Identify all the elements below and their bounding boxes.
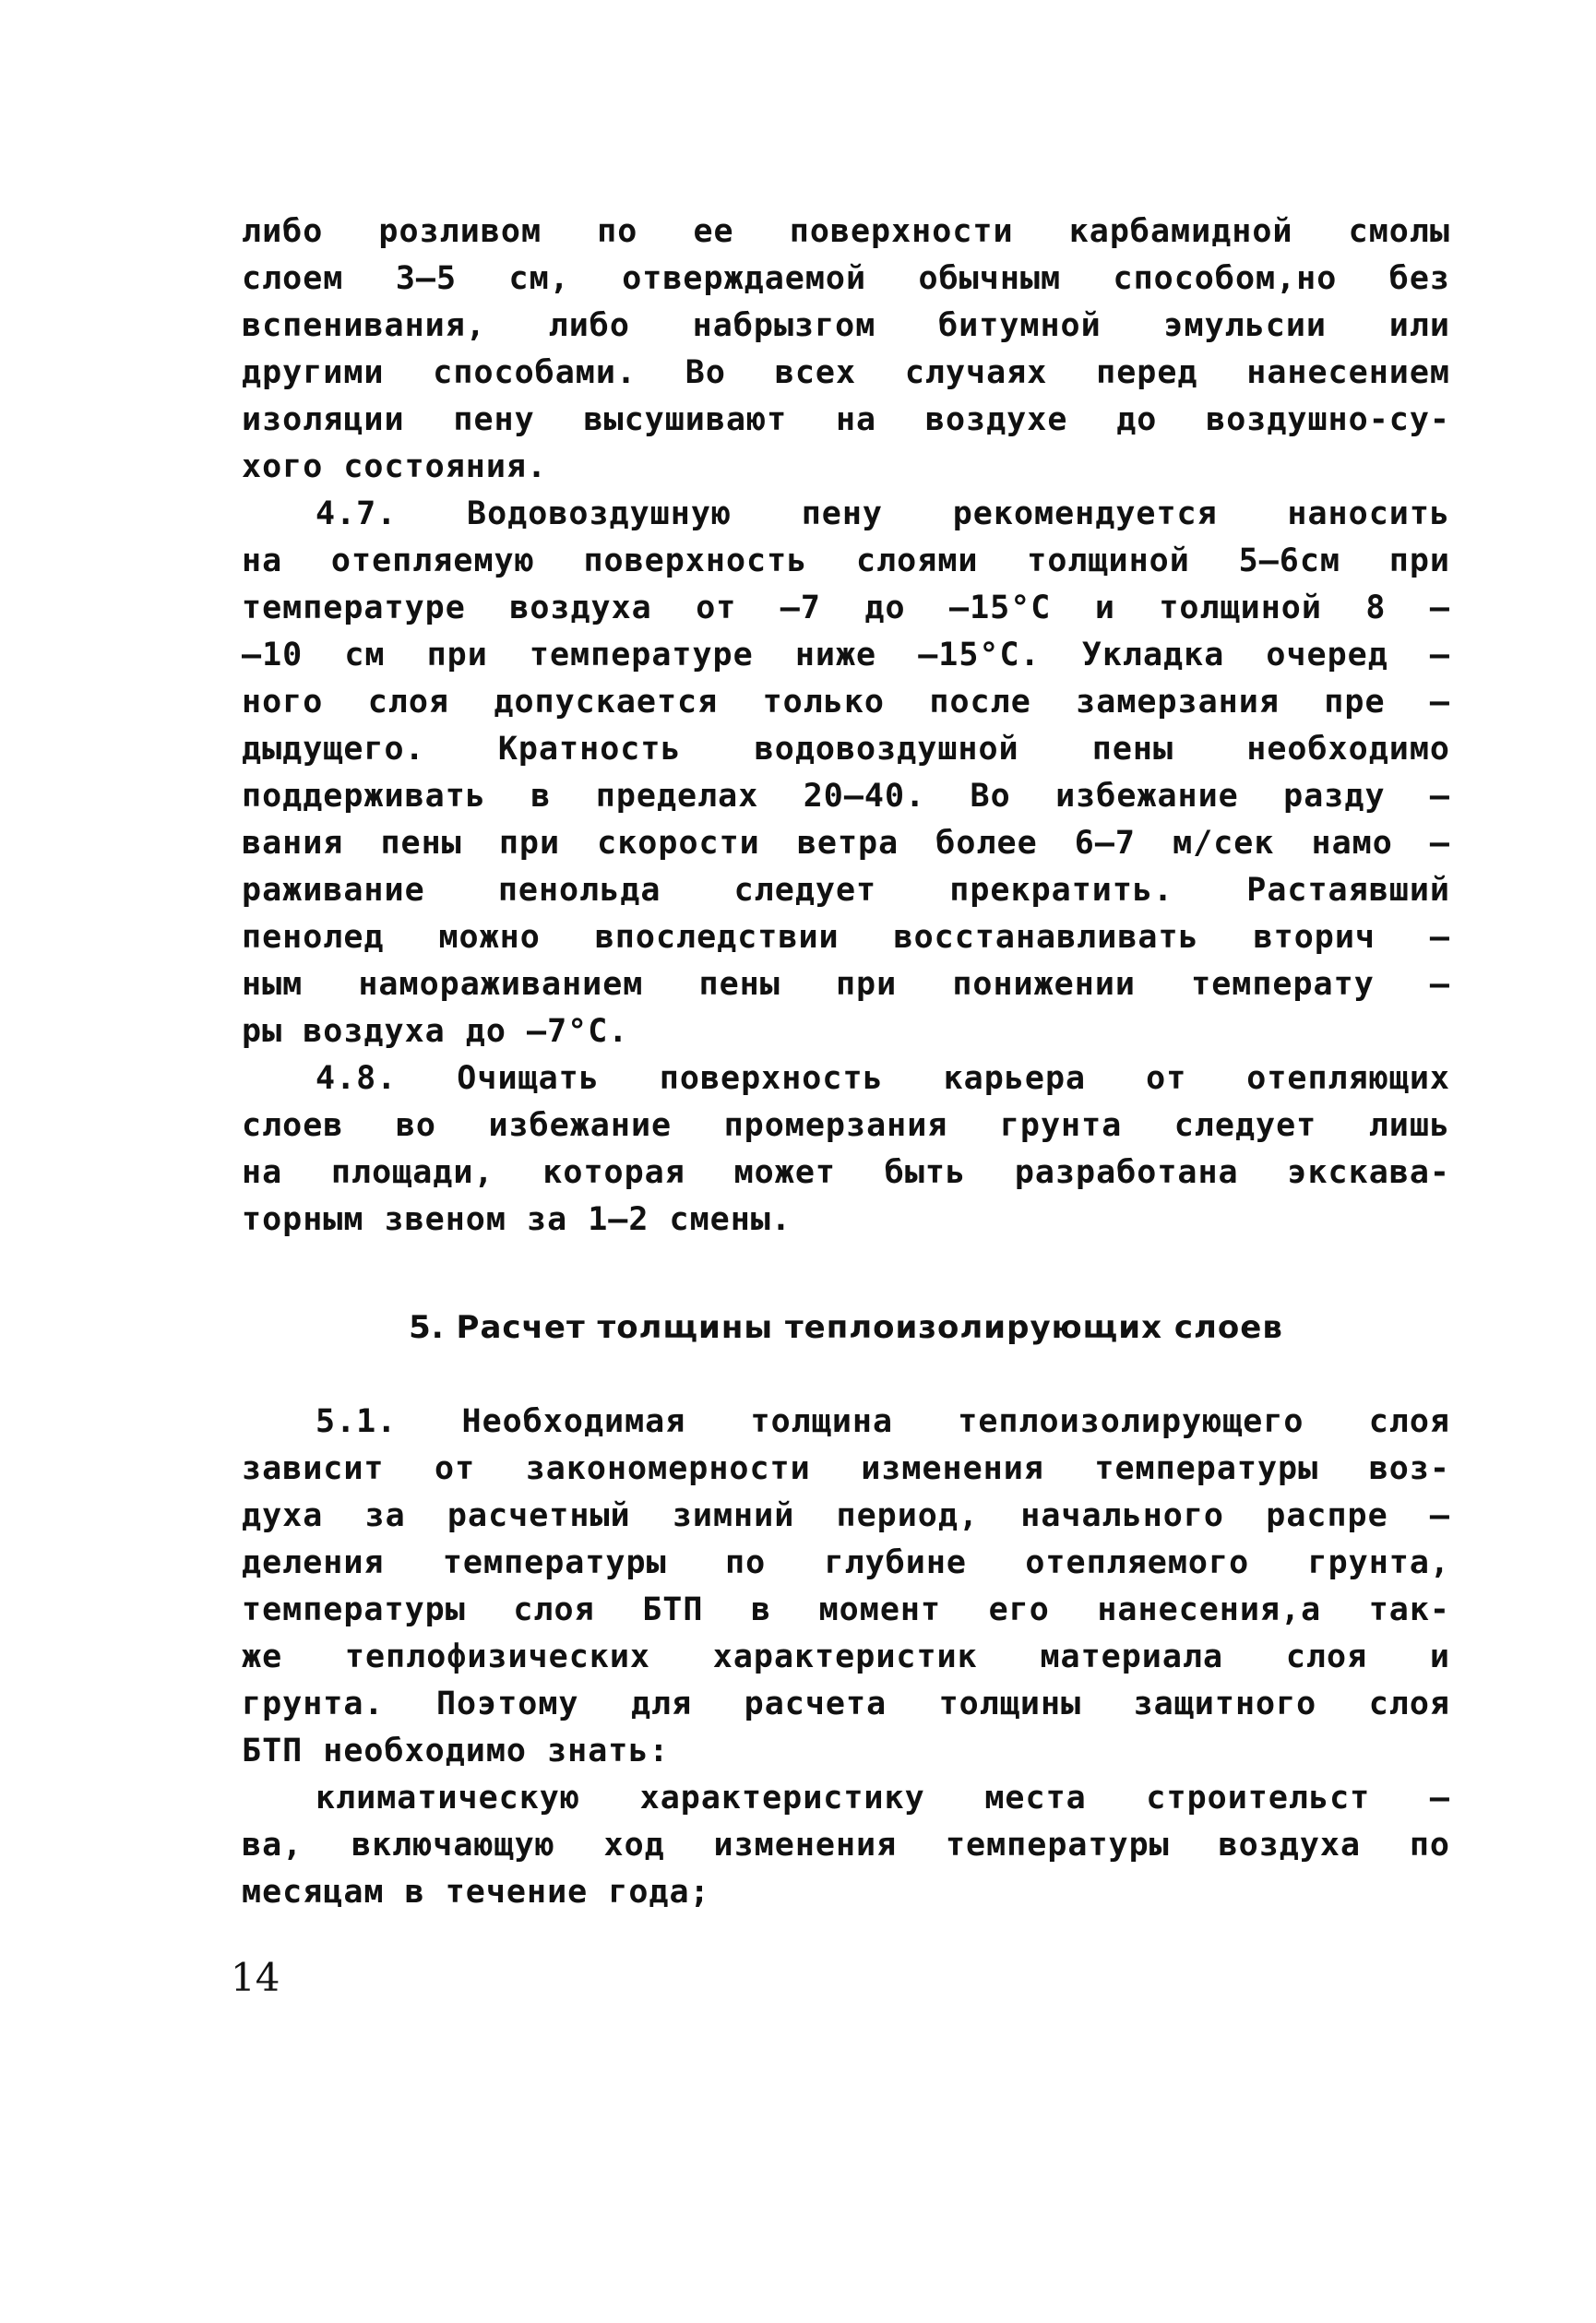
paragraph-5-1: [242, 1399, 1450, 1775]
text-line: 4.8. Очищать поверхность карьера от отепляющих: [316, 1060, 1450, 1097]
section-heading: 5. Расчет толщины теплоизолирующих слоев: [409, 1309, 1283, 1346]
text-line: на отепляемую поверхность слоями толщиной 5–6см при: [242, 542, 1450, 579]
text-line: зависит от закономерности изменения температуры воз-: [242, 1450, 1450, 1487]
text-line: пенолед можно впоследствии восстанавливать вторич –: [242, 919, 1450, 956]
paragraph-climate: [242, 1775, 1450, 1916]
text-line: хого состояния.: [242, 448, 548, 485]
paragraph-continuation: [242, 208, 1450, 491]
text-line: –10 см при температуре ниже –15°С. Укладка очеред –: [242, 637, 1450, 673]
text-line: духа за расчетный зимний период, начального распре –: [242, 1497, 1450, 1534]
text-line: климатическую характеристику места строительст –: [316, 1780, 1450, 1817]
text-line: раживание пенольда следует прекратить. Растаявший: [242, 872, 1450, 909]
text-line: ры воздуха до –7°С.: [242, 1013, 629, 1050]
text-line: же теплофизических характеристик материала слоя и: [242, 1638, 1450, 1675]
text-line: 5.1. Необходимая толщина теплоизолирующего слоя: [316, 1403, 1450, 1440]
text-line: деления температуры по глубине отепляемого грунта,: [242, 1544, 1450, 1581]
text-line: другими способами. Во всех случаях перед нанесением: [242, 354, 1450, 391]
text-line: 4.7. Водовоздушную пену рекомендуется наносить: [316, 495, 1450, 532]
text-line: слоем 3–5 см, отверждаемой обычным способом,но без: [242, 260, 1450, 297]
text-line: месяцам в течение года;: [242, 1874, 710, 1911]
text-line: БТП необходимо знать:: [242, 1733, 670, 1769]
text-line: дыдущего. Кратность водовоздушной пены необходимо: [242, 731, 1450, 768]
text-line: температуры слоя БТП в момент его нанесения,а так-: [242, 1591, 1450, 1628]
text-line: торным звеном за 1–2 смены.: [242, 1201, 792, 1238]
text-line: слоев во избежание промерзания грунта следует лишь: [242, 1107, 1450, 1144]
text-line: поддерживать в пределах 20–40. Во избежание разду –: [242, 778, 1450, 815]
text-line: вания пены при скорости ветра более 6–7 м/сек намо –: [242, 825, 1450, 862]
paragraph-4-8: [242, 1055, 1450, 1244]
paragraph-4-7: [242, 491, 1450, 1055]
text-line: вспенивания, либо набрызгом битумной эмульсии или: [242, 307, 1450, 344]
text-line: на площади, которая может быть разработана экскава-: [242, 1154, 1450, 1191]
text-line: грунта. Поэтому для расчета толщины защитного слоя: [242, 1686, 1450, 1722]
text-line: либо розливом по ее поверхности карбамидной смолы: [242, 213, 1450, 250]
page-number: 14: [231, 1955, 280, 2000]
text-line: изоляции пену высушивают на воздухе до воздушно-су-: [242, 401, 1450, 438]
text-line: ного слоя допускается только после замерзания пре –: [242, 684, 1450, 721]
text-line: температуре воздуха от –7 до –15°С и толщиной 8 –: [242, 590, 1450, 626]
text-line: ным намораживанием пены при понижении температу –: [242, 966, 1450, 1003]
text-line: ва, включающую ход изменения температуры воздуха по: [242, 1827, 1450, 1864]
